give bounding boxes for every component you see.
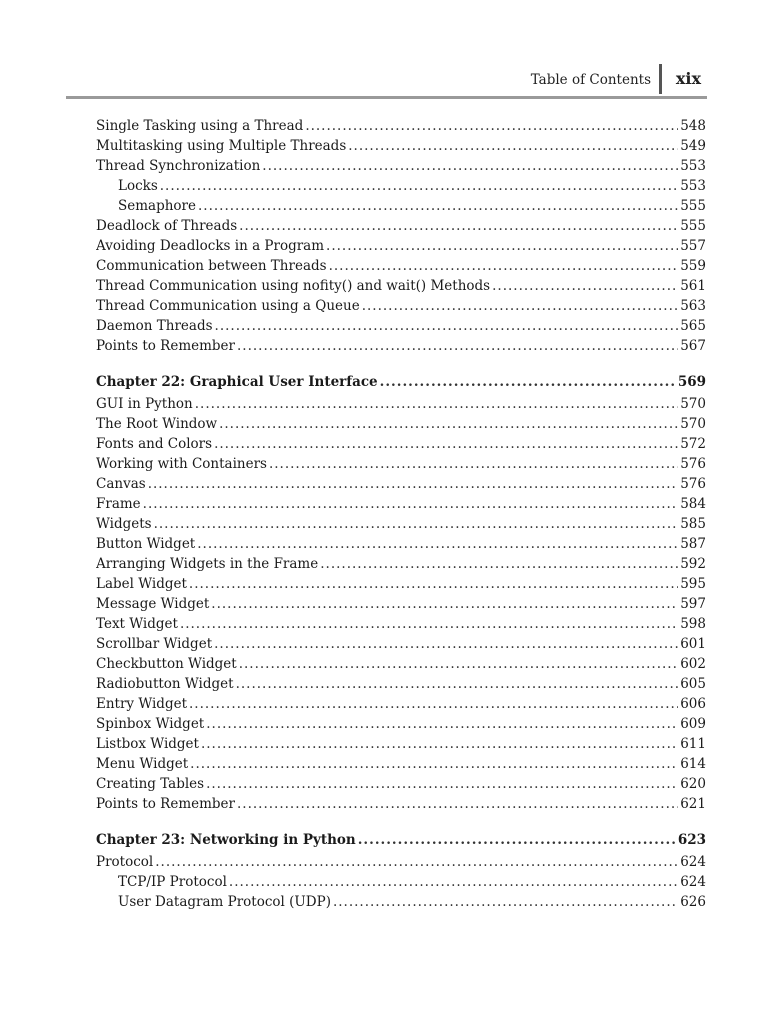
toc-entry[interactable] [96, 116, 706, 136]
toc-entry-label: Thread Communication using nofity() and wait() Methods [96, 278, 491, 294]
toc-entry[interactable] [96, 296, 706, 316]
toc-entry-label: Fonts and Colors [96, 436, 213, 452]
toc-entry[interactable] [96, 276, 706, 296]
toc-entry-page: 624 [680, 874, 706, 890]
toc-entry-page: 611 [680, 736, 706, 752]
dot-leader [239, 216, 678, 236]
toc-entry-page: 585 [680, 516, 706, 532]
toc-entry[interactable] [96, 734, 706, 754]
toc-entry-label: Message Widget [96, 596, 210, 612]
toc-entry[interactable] [96, 336, 706, 356]
toc-entry-label: Arranging Widgets in the Frame [96, 556, 319, 572]
toc-entry-page: 576 [680, 456, 706, 472]
toc-entry-label: Text Widget [96, 616, 178, 632]
dot-leader [189, 574, 678, 594]
dot-leader [190, 754, 678, 774]
section-gap [96, 356, 706, 371]
toc-entry-label: Listbox Widget [96, 736, 199, 752]
toc-entry-label: GUI in Python [96, 396, 193, 412]
toc-entry[interactable] [96, 514, 706, 534]
toc-entry[interactable] [96, 394, 706, 414]
toc-entry-label: Entry Widget [96, 696, 187, 712]
toc-entry[interactable] [96, 216, 706, 236]
dot-leader [180, 614, 678, 634]
toc-entry-page: 602 [680, 656, 706, 672]
dot-leader [229, 872, 678, 892]
toc-entry-label: Thread Communication using a Queue [96, 298, 360, 314]
dot-leader [197, 534, 678, 554]
toc-entry-label: Chapter 23: Networking in Python [96, 832, 356, 848]
dot-leader [269, 454, 678, 474]
toc-entry-page: 584 [680, 496, 706, 512]
toc-entry[interactable] [96, 554, 706, 574]
toc-entry-label: Protocol [96, 854, 154, 870]
toc-entry[interactable] [96, 454, 706, 474]
table-of-contents [96, 116, 706, 912]
toc-entry[interactable] [96, 694, 706, 714]
toc-entry[interactable] [96, 156, 706, 176]
dot-leader [201, 734, 678, 754]
toc-entry-label: Button Widget [96, 536, 196, 552]
toc-entry-page: 555 [680, 218, 706, 234]
dot-leader [198, 196, 678, 216]
toc-entry-label: The Root Window [96, 416, 218, 432]
toc-entry-page: 601 [680, 636, 706, 652]
toc-entry-label: TCP/IP Protocol [118, 874, 227, 890]
toc-entry[interactable] [96, 256, 706, 276]
toc-entry[interactable] [96, 774, 706, 794]
toc-entry[interactable] [96, 474, 706, 494]
toc-entry[interactable] [96, 872, 706, 892]
dot-leader [358, 829, 676, 851]
dot-leader [326, 236, 678, 256]
toc-entry-label: Spinbox Widget [96, 716, 205, 732]
dot-leader [155, 852, 678, 872]
toc-entry-label: Working with Containers [96, 456, 267, 472]
dot-leader [148, 474, 679, 494]
toc-entry-label: Daemon Threads [96, 318, 213, 334]
toc-entry-label: User Datagram Protocol (UDP) [118, 894, 331, 910]
toc-entry-page: 626 [680, 894, 706, 910]
toc-entry[interactable] [96, 654, 706, 674]
dot-leader [237, 336, 678, 356]
toc-entry-page: 553 [680, 158, 706, 174]
dot-leader [262, 156, 678, 176]
toc-entry[interactable] [96, 634, 706, 654]
toc-entry[interactable] [96, 614, 706, 634]
toc-entry-page: 572 [680, 436, 706, 452]
toc-entry-page: 567 [680, 338, 706, 354]
header-divider [659, 64, 662, 94]
dot-leader [154, 514, 679, 534]
toc-entry[interactable] [96, 714, 706, 734]
toc-entry-label: Deadlock of Threads [96, 218, 238, 234]
toc-entry[interactable] [96, 534, 706, 554]
toc-entry-label: Locks [118, 178, 158, 194]
dot-leader [236, 674, 679, 694]
toc-entry-page: 569 [677, 374, 706, 390]
toc-entry[interactable] [96, 176, 706, 196]
toc-entry[interactable] [96, 754, 706, 774]
toc-entry-label: Multitasking using Multiple Threads [96, 138, 347, 154]
toc-entry[interactable] [96, 434, 706, 454]
toc-entry-page: 553 [680, 178, 706, 194]
toc-entry-label: Widgets [96, 516, 152, 532]
toc-entry-page: 605 [680, 676, 706, 692]
toc-entry-page: 598 [680, 616, 706, 632]
toc-entry-page: 570 [680, 396, 706, 412]
dot-leader [320, 554, 678, 574]
running-header-title: Table of Contents [530, 72, 651, 88]
toc-entry-label: Checkbutton Widget [96, 656, 237, 672]
toc-entry[interactable] [96, 794, 706, 814]
dot-leader [329, 256, 679, 276]
toc-entry-label: Scrollbar Widget [96, 636, 213, 652]
toc-entry-label: Avoiding Deadlocks in a Program [96, 238, 325, 254]
toc-entry[interactable] [96, 674, 706, 694]
dot-leader [219, 414, 678, 434]
toc-entry-page: 609 [680, 716, 706, 732]
toc-entry[interactable] [96, 852, 706, 872]
toc-entry-page: 621 [680, 796, 706, 812]
toc-entry-label: Points to Remember [96, 796, 235, 812]
toc-entry[interactable] [96, 574, 706, 594]
dot-leader [214, 634, 678, 654]
dot-leader [362, 296, 679, 316]
toc-entry-label: Creating Tables [96, 776, 205, 792]
toc-entry-page: 565 [680, 318, 706, 334]
dot-leader [348, 136, 678, 156]
toc-entry-page: 614 [680, 756, 706, 772]
toc-entry-label: Label Widget [96, 576, 187, 592]
toc-entry[interactable] [96, 594, 706, 614]
toc-entry-label: Canvas [96, 476, 146, 492]
dot-leader [215, 316, 679, 336]
toc-entry-page: 595 [680, 576, 706, 592]
toc-entry[interactable] [96, 196, 706, 216]
section-gap [96, 814, 706, 829]
dot-leader [239, 654, 679, 674]
dot-leader [333, 892, 678, 912]
toc-entry-page: 592 [680, 556, 706, 572]
toc-entry[interactable] [96, 136, 706, 156]
toc-entry-page: 620 [680, 776, 706, 792]
dot-leader [206, 714, 678, 734]
toc-entry-label: Points to Remember [96, 338, 235, 354]
toc-entry-label: Single Tasking using a Thread [96, 118, 304, 134]
toc-chapter-entry[interactable] [96, 371, 706, 393]
toc-entry-page: 576 [680, 476, 706, 492]
toc-chapter-entry[interactable] [96, 829, 706, 851]
toc-entry-page: 623 [677, 832, 706, 848]
toc-entry-page: 587 [680, 536, 706, 552]
toc-entry-page: 570 [680, 416, 706, 432]
dot-leader [237, 794, 678, 814]
toc-entry[interactable] [96, 892, 706, 912]
toc-entry[interactable] [96, 494, 706, 514]
toc-entry-page: 624 [680, 854, 706, 870]
toc-entry-page: 606 [680, 696, 706, 712]
dot-leader [160, 176, 678, 196]
toc-entry-page: 549 [680, 138, 706, 154]
page-number: xix [675, 69, 701, 88]
dot-leader [380, 371, 676, 393]
toc-entry-page: 557 [680, 238, 706, 254]
toc-entry[interactable] [96, 316, 706, 336]
page-header [66, 64, 707, 99]
toc-entry-page: 561 [680, 278, 706, 294]
toc-entry-label: Semaphore [118, 198, 196, 214]
dot-leader [143, 494, 679, 514]
toc-entry-page: 559 [680, 258, 706, 274]
toc-entry-page: 548 [680, 118, 706, 134]
toc-entry-page: 555 [680, 198, 706, 214]
toc-entry-label: Menu Widget [96, 756, 189, 772]
toc-entry[interactable] [96, 414, 706, 434]
toc-entry[interactable] [96, 236, 706, 256]
dot-leader [305, 116, 678, 136]
dot-leader [211, 594, 678, 614]
toc-entry-label: Communication between Threads [96, 258, 327, 274]
toc-entry-page: 597 [680, 596, 706, 612]
toc-entry-page: 563 [680, 298, 706, 314]
dot-leader [195, 394, 678, 414]
dot-leader [206, 774, 678, 794]
toc-entry-label: Thread Synchronization [96, 158, 261, 174]
dot-leader [189, 694, 678, 714]
toc-entry-label: Chapter 22: Graphical User Interface [96, 374, 378, 390]
toc-entry-label: Frame [96, 496, 141, 512]
dot-leader [492, 276, 678, 296]
dot-leader [214, 434, 678, 454]
toc-entry-label: Radiobutton Widget [96, 676, 234, 692]
